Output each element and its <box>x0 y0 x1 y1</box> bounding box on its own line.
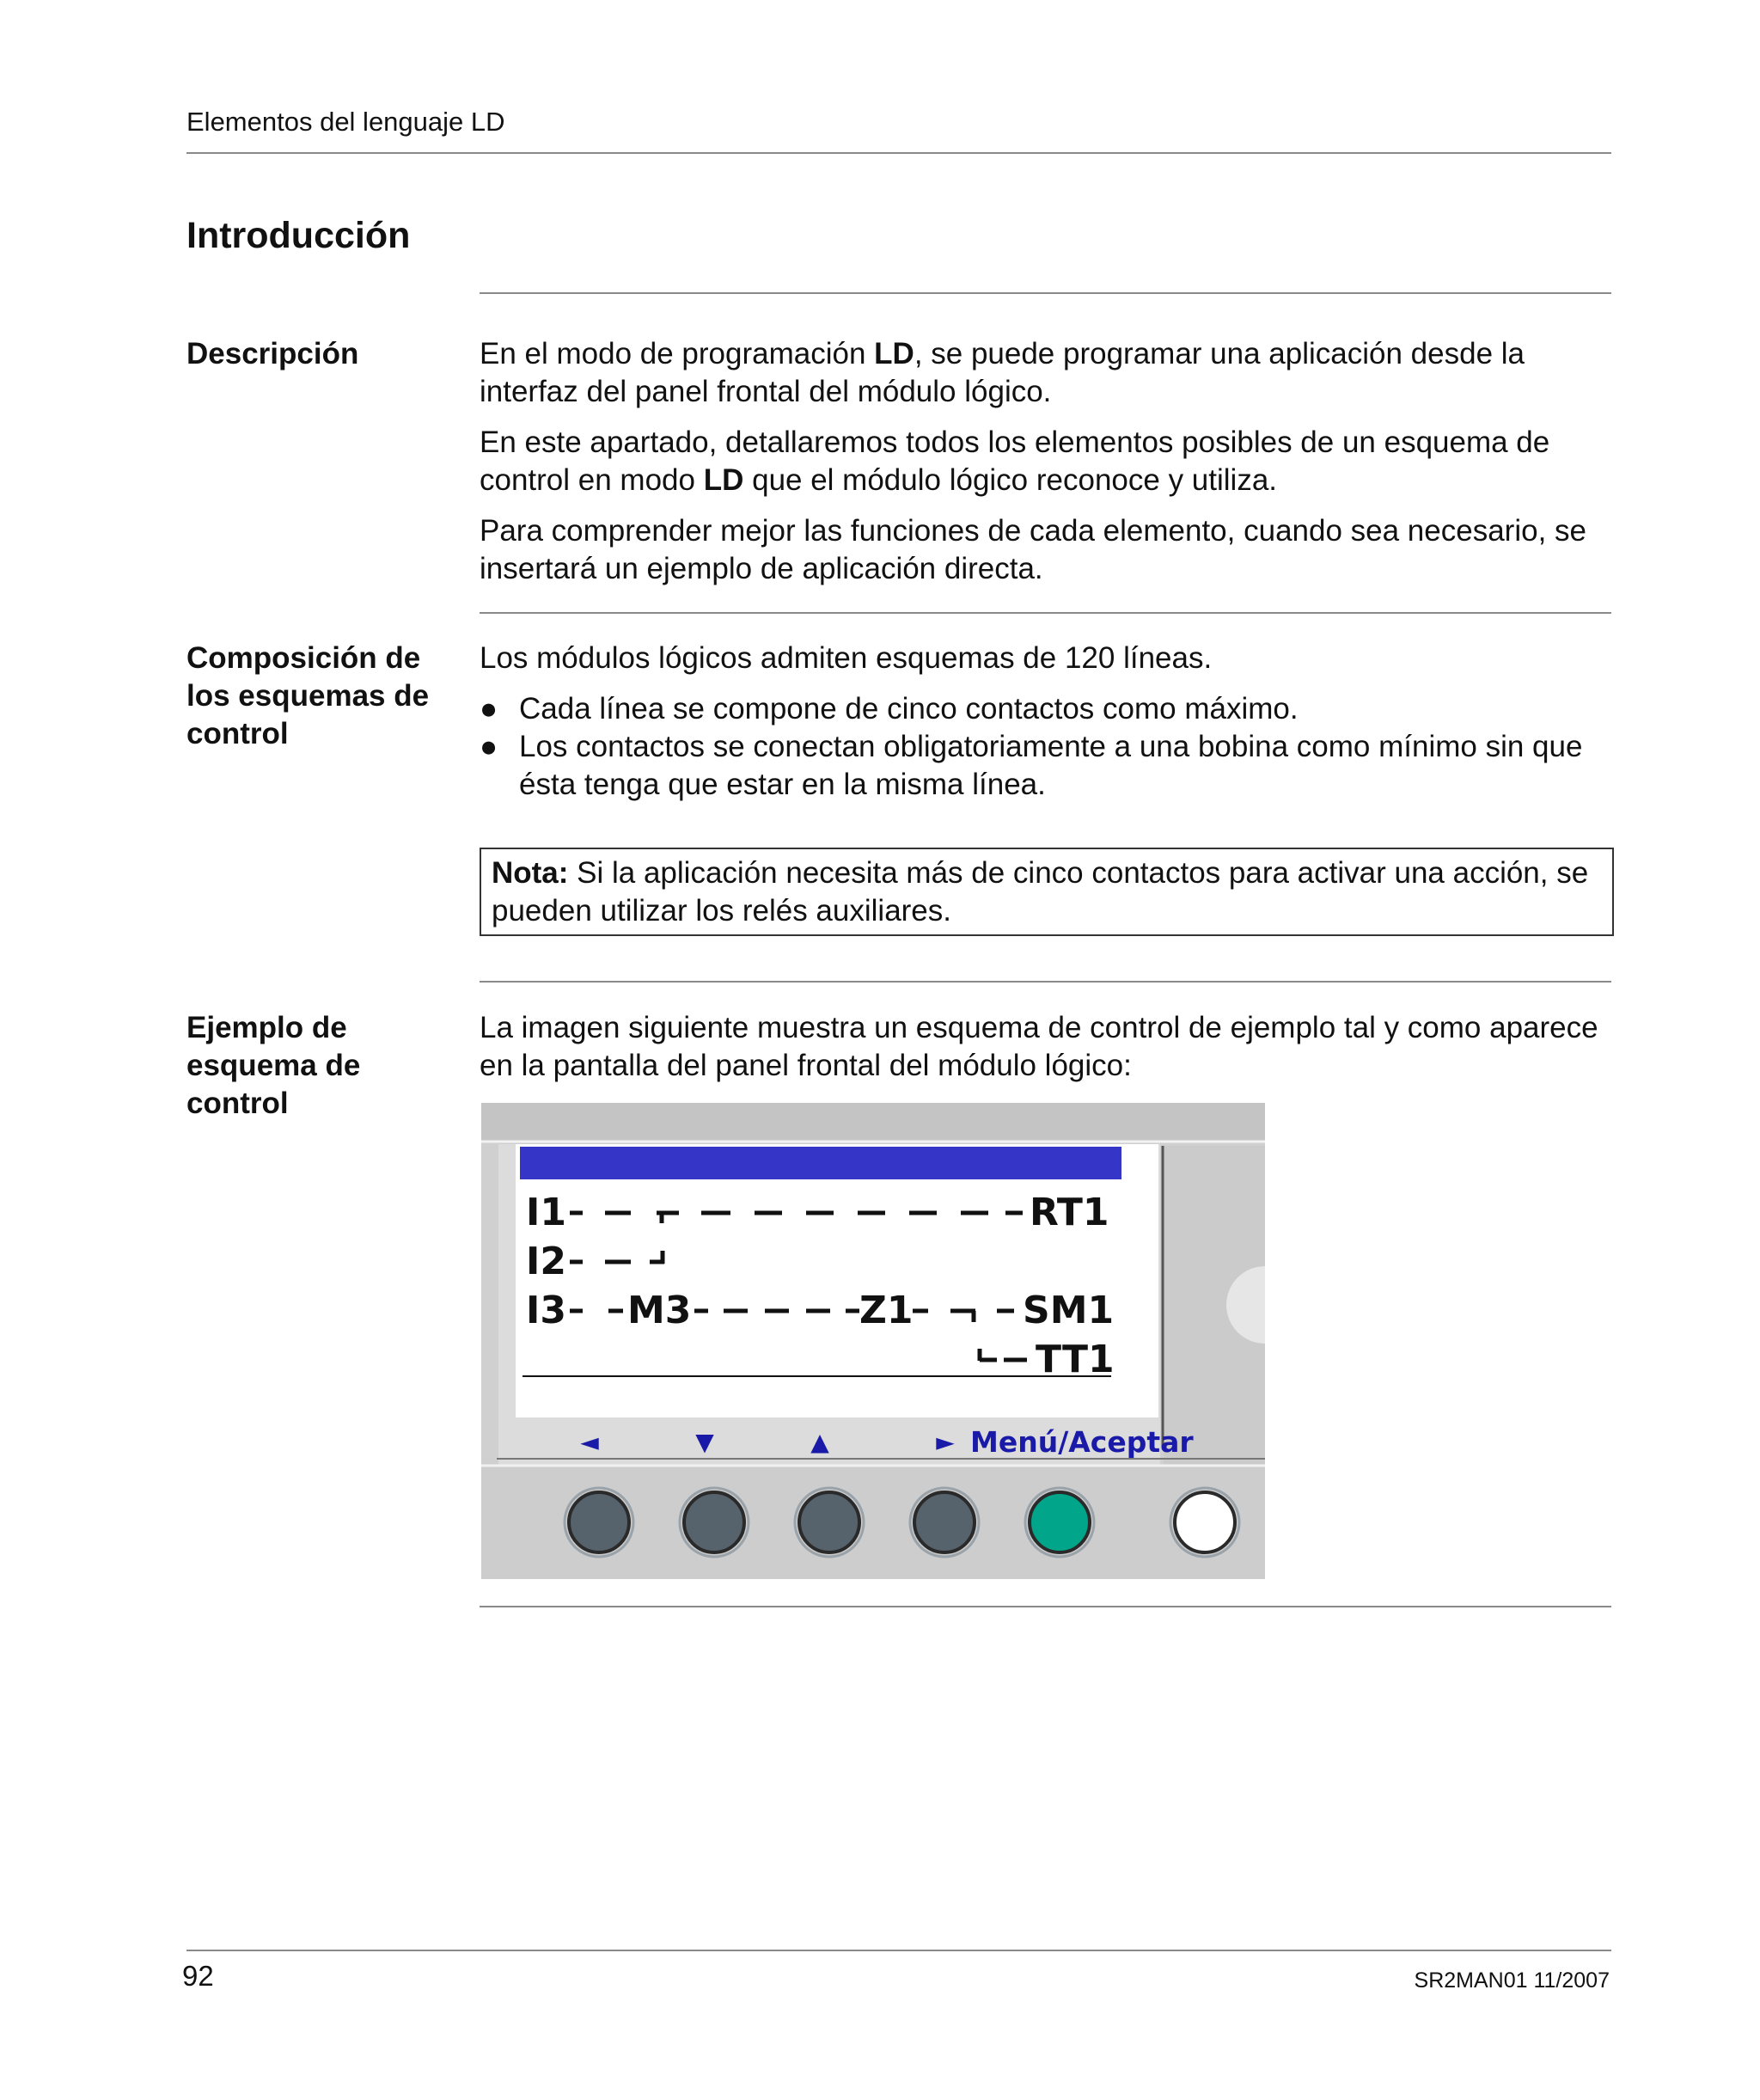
document-id: SR2MAN01 11/2007 <box>1414 1968 1610 1993</box>
descripcion-paragraph-1: En el modo de programación LD, se puede programar una aplicación desde la interfaz del panel frontal del módulo lógico. <box>480 337 1525 408</box>
nav-left-icon: ◄ <box>580 1428 599 1456</box>
bullet-icon: ● <box>480 692 498 726</box>
running-header: Elementos del lenguaje LD <box>186 107 505 137</box>
nav-right-icon: ► <box>936 1428 955 1456</box>
ladder-contact-i3: I3 <box>526 1289 566 1332</box>
page-number: 92 <box>182 1960 214 1992</box>
composicion-intro: Los módulos lógicos admiten esquemas de 120 líneas. <box>480 641 1213 675</box>
composicion-body <box>480 640 1614 804</box>
ladder-contact-i2: I2 <box>526 1240 566 1283</box>
divider-composicion <box>480 981 1611 983</box>
ladder-coil-sm1: SM1 <box>1023 1289 1115 1332</box>
divider-top <box>480 292 1611 294</box>
button-down[interactable] <box>684 1492 744 1552</box>
descripcion-paragraph-2: En este apartado, detallaremos todos los elementos posibles de un esquema de control en modo LD que el módulo lógico reconoce y utiliza. <box>480 426 1550 497</box>
nav-menu-label: Menú/Aceptar <box>970 1425 1194 1459</box>
ejemplo-intro: La imagen siguiente muestra un esquema de control de ejemplo tal y como aparece en la pantalla del panel frontal del módulo lógico: <box>480 1011 1598 1082</box>
bullet-icon: ● <box>480 730 498 763</box>
panel-top-strip <box>481 1103 1265 1141</box>
divider-ejemplo <box>480 1606 1611 1607</box>
ladder-contact-m3: M3 <box>627 1289 692 1332</box>
note-label: Nota: <box>492 856 569 890</box>
ladder-coil-rt1: RT1 <box>1030 1191 1109 1234</box>
button-right[interactable] <box>914 1492 975 1552</box>
ladder-coil-tt1: TT1 <box>1036 1338 1115 1381</box>
list-item: ● Cada línea se compone de cinco contactos como máximo. <box>480 690 1614 728</box>
button-menu-ok[interactable] <box>1030 1492 1090 1552</box>
section-title: Introducción <box>186 215 411 256</box>
lcd-title-bar <box>520 1147 1121 1179</box>
front-panel-illustration <box>481 1103 1265 1579</box>
button-up[interactable] <box>799 1492 859 1552</box>
list-item: ● Los contactos se conectan obligatoriamente a una bobina como mínimo sin que ésta tenga que estar en la misma línea. <box>480 730 1583 801</box>
header-rule <box>186 152 1611 154</box>
descripcion-body <box>480 335 1614 588</box>
ladder-contact-i1: I1 <box>526 1191 566 1234</box>
composicion-label: Composición de los esquemas de control <box>186 641 430 750</box>
descripcion-label: Descripción <box>186 337 359 370</box>
button-left[interactable] <box>569 1492 629 1552</box>
divider-descripcion <box>480 612 1611 614</box>
descripcion-paragraph-3: Para comprender mejor las funciones de cada elemento, cuando sea necesario, se insertará un ejemplo de aplicación directa. <box>480 514 1586 585</box>
composicion-bullet-list <box>480 690 1614 804</box>
note-text: Si la aplicación necesita más de cinco contactos para activar una acción, se pueden utilizar los relés auxiliares. <box>492 856 1589 928</box>
nav-up-icon: ▲ <box>810 1428 829 1456</box>
note-box <box>480 848 1614 936</box>
nav-down-icon: ▼ <box>695 1428 714 1456</box>
ejemplo-label: Ejemplo de esquema de control <box>186 1011 361 1120</box>
button-shift[interactable] <box>1175 1492 1235 1552</box>
footer-rule <box>186 1950 1611 1951</box>
ladder-contact-z1: Z1 <box>859 1289 914 1332</box>
